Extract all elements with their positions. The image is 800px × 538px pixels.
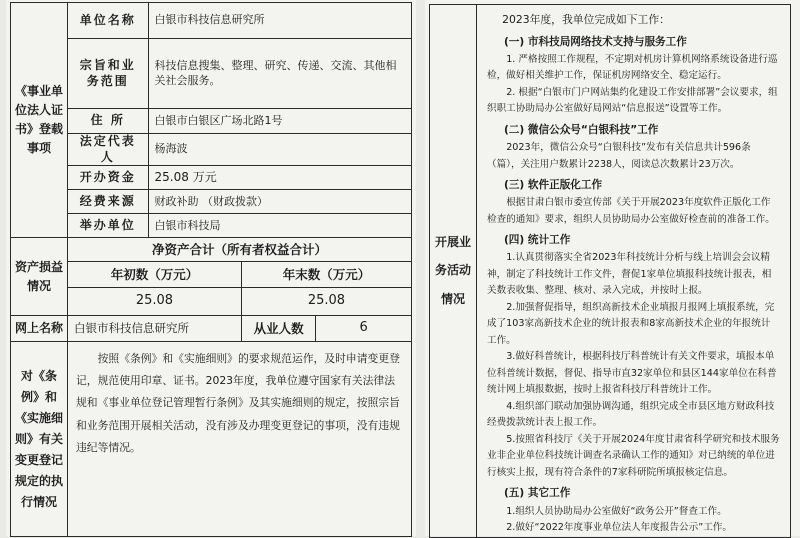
section-4-item-1: 1.认真贯彻落实全省2023年科技统计分析与线上培训会会议精神，制定了科技统计工作文件，督促1家单位填报科技统计报表，相关数表收集、整理、核对、录入完成，并按时上报。 xyxy=(487,252,772,297)
certificate-section-label: 《事业单位法人证书》登载事项 xyxy=(11,3,68,238)
section-2-title: (二) 微信公众号“白银科技”工作 xyxy=(503,123,659,136)
section-1-item-1: 1. 严格按照工作规程，不定期对机房计算机网络系统设备进行巡检，做好相关维护工作，保证机房网络安全、稳定运行。 xyxy=(487,53,778,82)
section-4-title: (四) 统计工作 xyxy=(503,234,571,247)
staff-count-label: 从业人数 xyxy=(241,316,315,342)
regulation-section-label: 对《条例》和《实施细则》有关变更登记规定的执行情况 xyxy=(11,342,68,537)
unit-name-value: 白银市科技信息研究所 xyxy=(148,3,411,39)
source-value: 财政补助 （财政拨款） xyxy=(148,190,411,214)
end-year-value: 25.08 xyxy=(241,288,411,316)
activities-table xyxy=(429,4,791,538)
purpose-label: 宗旨和业务范围 xyxy=(68,39,149,109)
sponsor-value: 白银市科技局 xyxy=(148,214,411,238)
section-4-item-5: 5.按照省科技厅《关于开展2024年度甘肃省科学研究和技术服务业非企业单位科技统计调查名录确认工作的通知》对已纳统的单位进行核实上报，现有符合条件的7家科研院所填报核定信息。 xyxy=(487,433,780,478)
web-name-value: 白银市科技信息研究所 xyxy=(68,316,242,342)
section-1-title: (一) 市科技局网络技术支持与服务工作 xyxy=(503,35,687,48)
legal-rep-label: 法定代表人 xyxy=(68,134,149,166)
address-label: 住 所 xyxy=(68,109,149,134)
purpose-value: 科技信息搜集、整理、研究、传递、交流、其他相关社会服务。 xyxy=(148,39,411,109)
activities-intro: 2023年度，我单位完成如下工作： xyxy=(502,13,670,26)
right-page xyxy=(425,0,800,536)
section-4-item-3: 3.做好科普统计，根据科技厅科普统计有关文件要求，填报本单位科普统计数据，督促、指导市直32家单位和县区144家单位在科普统计网上填报数据，按时上报省科技厅科普统计工作。 xyxy=(487,351,777,396)
funding-label: 开办资金 xyxy=(68,166,149,190)
funding-value: 25.08 万元 xyxy=(148,166,411,190)
legal-rep-value: 杨海波 xyxy=(148,134,411,166)
section-5-title: (五) 其它工作 xyxy=(503,487,571,500)
section-3-title: (三) 软件正版化工作 xyxy=(503,179,603,191)
begin-year-label: 年初数（万元） xyxy=(68,262,242,288)
section-3-item-1: 根据甘肃白银市委宣传部《关于开展2023年度软件正版化工作检查的通知》要求，组织人员协助局办公室做好检查前的准备工作。 xyxy=(487,197,775,225)
activities-section-label: 开展业务活动情况 xyxy=(430,5,477,538)
section-5-item-1: 1.组织人员协助局办公室做好“政务公开”督查工作。 xyxy=(506,505,727,517)
sponsor-label: 举办单位 xyxy=(68,214,149,238)
section-4-item-2: 2.加强督促指导，组织高新技术企业填报月报网上填报系统，完成了103家高新技术企业的统计报表和8家高新技术企业的年报统计工作。 xyxy=(487,301,775,346)
registration-table xyxy=(10,2,412,537)
regulation-text: 按照《条例》和《实施细则》的要求规范运作，及时申请变更登记，规范使用印章、证书。2023年度，我单位遵守国家有关法律法规和《事业单位登记管理暂行条例》及其实施细则的规定，按照宗旨和业务范围开展相关活动，没有涉及办理变更登记的事项，没有违规违纪等情况。 xyxy=(68,342,412,537)
source-label: 经费来源 xyxy=(68,190,149,214)
web-name-label: 网上名称 xyxy=(11,316,68,342)
begin-year-value: 25.08 xyxy=(68,288,242,316)
address-value: 白银市白银区广场北路1号 xyxy=(148,109,411,134)
unit-name-label: 单位名称 xyxy=(68,3,149,39)
staff-count-value: 6 xyxy=(316,316,412,342)
section-1-item-2: 2. 根据“白银市门户网站集约化建设工作安排部署”会议要求，组织职工协助局办公室做好局网站“信息报送”设置等工作。 xyxy=(487,86,778,115)
section-4-item-4: 4.组织部门联动加强协调沟通，组织完成全市县区地方财政科技经费拨款统计表上报工作。 xyxy=(487,400,775,429)
section-2-item-1: 2023年，微信公众号“白银科技”发布有关信息共计596条（篇），关注用户数累计2238人，阅读总次数累计23万次。 xyxy=(487,142,751,170)
assets-section-label: 资产损益情况 xyxy=(11,238,68,316)
section-5-item-2: 2.做好“2022年度事业单位法人年度报告公示”工作。 xyxy=(506,522,732,534)
left-page xyxy=(6,0,416,536)
activities-content xyxy=(477,5,791,538)
end-year-label: 年末数（万元） xyxy=(241,262,411,288)
net-assets-header: 净资产合计（所有者权益合计） xyxy=(68,238,412,262)
